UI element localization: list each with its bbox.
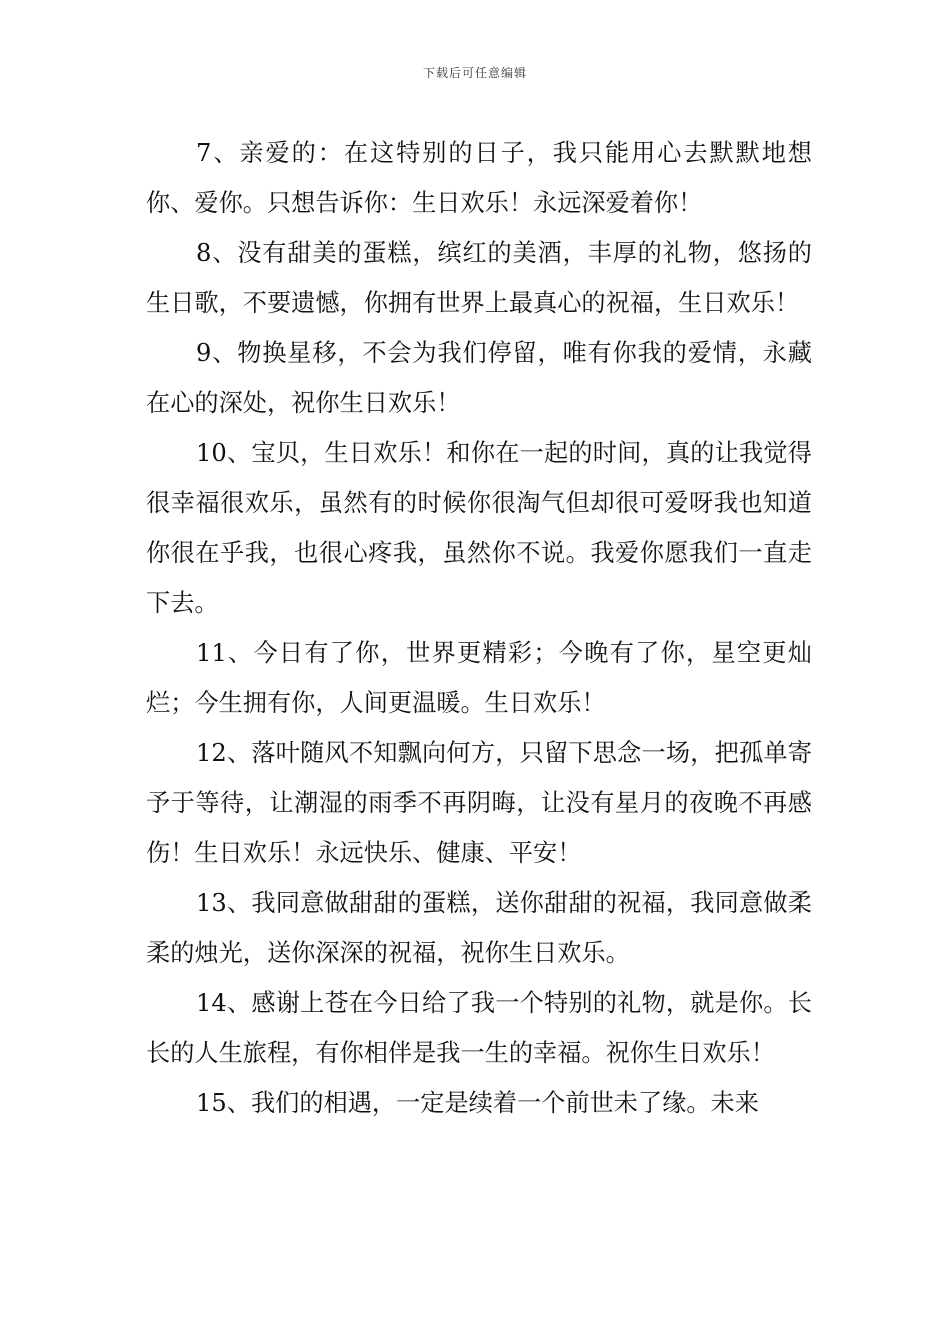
paragraph-15: 15、我们的相遇，一定是续着一个前世未了缘。未来	[196, 1089, 759, 1117]
paragraph-11: 11、今日有了你，世界更精彩；今晚有了你，星空更灿烂；今生拥有你，人间更温暖。生日欢乐！	[146, 639, 812, 717]
page-header: 下载后可任意编辑	[422, 66, 527, 80]
paragraph-9: 9、物换星移，不会为我们停留，唯有你我的爱情，永藏在心的深处，祝你生日欢乐！	[146, 339, 812, 417]
paragraph-12: 12、落叶随风不知飘向何方，只留下思念一场，把孤单寄予于等待，让潮湿的雨季不再阴晦，让没有星月的夜晚不再感伤！生日欢乐！永远快乐、健康、平安！	[146, 739, 812, 867]
paragraph-14: 14、感谢上苍在今日给了我一个特别的礼物，就是你。长长的人生旅程，有你相伴是我一生的幸福。祝你生日欢乐！	[146, 989, 812, 1067]
paragraph-13: 13、我同意做甜甜的蛋糕，送你甜甜的祝福，我同意做柔柔的烛光，送你深深的祝福，祝你生日欢乐。	[146, 889, 812, 967]
paragraph-8: 8、没有甜美的蛋糕，缤红的美酒，丰厚的礼物，悠扬的生日歌，不要遗憾，你拥有世界上最真心的祝福，生日欢乐！	[146, 239, 812, 317]
paragraph-10: 10、宝贝，生日欢乐！和你在一起的时间，真的让我觉得很幸福很欢乐，虽然有的时候你很淘气但却很可爱呀我也知道你很在乎我，也很心疼我，虽然你不说。我爱你愿我们一直走下去。	[146, 439, 812, 617]
paragraph-7: 7、亲爱的：在这特别的日子，我只能用心去默默地想你、爱你。只想告诉你：生日欢乐！永远深爱着你！	[146, 139, 812, 217]
document-body	[146, 128, 812, 1128]
